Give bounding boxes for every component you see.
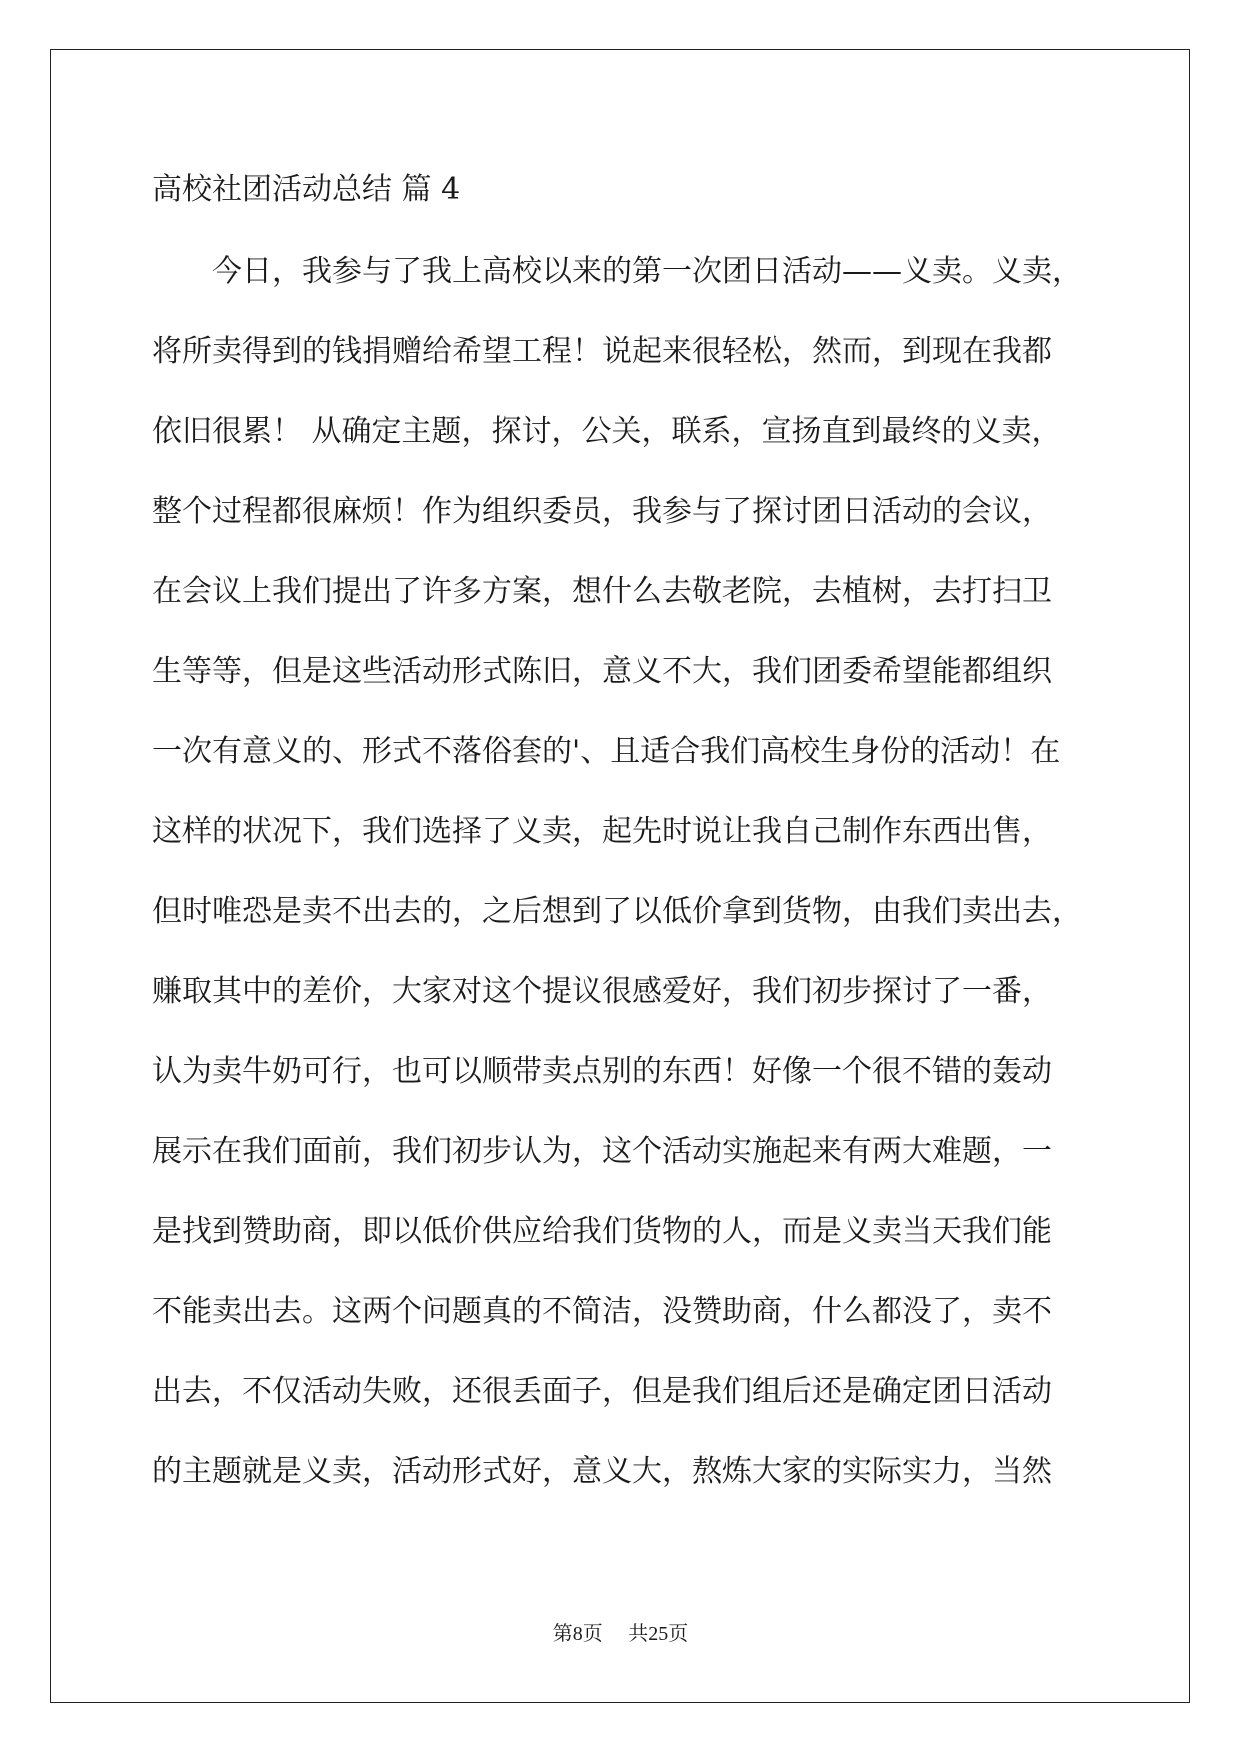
- document-title: 高校社团活动总结 篇 4: [152, 172, 461, 207]
- total-pages-number: 25: [648, 1623, 669, 1645]
- body-line: 出去，不仅活动失败，还很丢面子，但是我们组后还是确定团日活动: [152, 1374, 1052, 1409]
- current-page-number: 8: [572, 1623, 583, 1645]
- body-line: 这样的状况下，我们选择了义卖，起先时说让我自己制作东西出售，: [152, 814, 1052, 849]
- body-line: 赚取其中的差价，大家对这个提议很感爱好，我们初步探讨了一番，: [152, 974, 1052, 1009]
- total-label-suffix: 页: [668, 1621, 689, 1645]
- body-line: 将所卖得到的钱捐赠给希望工程！说起来很轻松，然而，到现在我都: [152, 334, 1052, 369]
- body-line: 依旧很累！ 从确定主题，探讨，公关，联系，宣扬直到最终的义卖，: [152, 414, 1062, 449]
- body-line: 今日，我参与了我上高校以来的第一次团日活动——义卖。义卖，: [152, 254, 1082, 289]
- body-line: 生等等，但是这些活动形式陈旧，意义不大，我们团委希望能都组织: [152, 654, 1052, 689]
- body-line: 整个过程都很麻烦！作为组织委员，我参与了探讨团日活动的会议，: [152, 494, 1052, 529]
- body-line: 在会议上我们提出了许多方案，想什么去敬老院，去植树，去打扫卫: [152, 574, 1052, 609]
- body-line: 认为卖牛奶可行，也可以顺带卖点别的东西！好像一个很不错的轰动: [152, 1054, 1052, 1089]
- body-line: 但时唯恐是卖不出去的，之后想到了以低价拿到货物，由我们卖出去，: [152, 894, 1082, 929]
- body-line: 的主题就是义卖，活动形式好，意义大，熬炼大家的实际实力，当然: [152, 1454, 1052, 1489]
- body-line: 不能卖出去。这两个问题真的不简洁，没赞助商，什么都没了，卖不: [152, 1294, 1052, 1329]
- page-label-prefix: 第: [552, 1621, 573, 1645]
- body-line: 一次有意义的、形式不落俗套的'、且适合我们高校生身份的活动！在: [152, 734, 1061, 769]
- page-footer: [0, 1620, 1241, 1647]
- body-line: 是找到赞助商，即以低价供应给我们货物的人，而是义卖当天我们能: [152, 1214, 1052, 1249]
- document-body: [152, 252, 1112, 1532]
- page-label-suffix: 页: [582, 1621, 603, 1645]
- body-line: 展示在我们面前，我们初步认为，这个活动实施起来有两大难题，一: [152, 1134, 1052, 1169]
- total-label-prefix: 共: [628, 1621, 649, 1645]
